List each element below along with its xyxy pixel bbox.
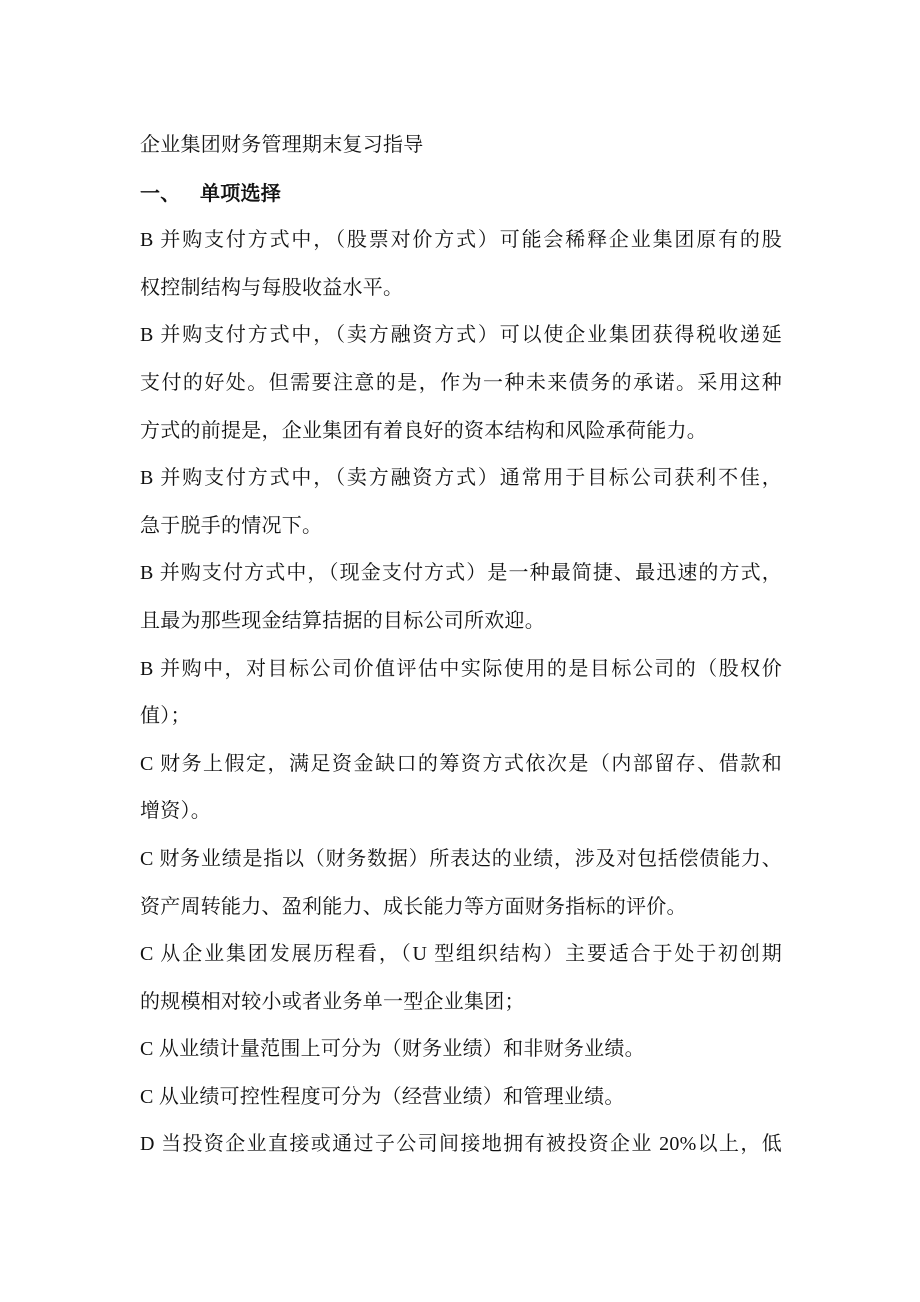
text-line: B 并购支付方式中，（卖方融资方式）通常用于目标公司获利不佳，: [140, 467, 782, 490]
document-title: 企业集团财务管理期末复习指导: [140, 134, 424, 156]
text-line: 方式的前提是，企业集团有着良好的资本结构和风险承荷能力。: [140, 419, 707, 442]
document-body: [140, 217, 782, 1169]
section-heading: [140, 170, 782, 218]
section-number: 一、: [140, 180, 181, 205]
text-line: C 财务业绩是指以（财务数据）所表达的业绩，涉及对包括偿债能力、: [140, 847, 782, 870]
text-line: B 并购支付方式中，（现金支付方式）是一种最简捷、最迅速的方式，: [140, 562, 782, 585]
text-line: 资产周转能力、盈利能力、成长能力等方面财务指标的评价。: [140, 895, 687, 918]
document-page: [140, 122, 782, 1169]
text-line: 的规模相对较小或者业务单一型企业集团；: [140, 990, 525, 1013]
text-line: B 并购中，对目标公司价值评估中实际使用的是目标公司的（股权价: [140, 657, 782, 680]
text-line: 支付的好处。但需要注意的是，作为一种未来债务的承诺。采用这种: [140, 371, 782, 394]
text-line: D 当投资企业直接或通过子公司间接地拥有被投资企业 20%以上，低: [140, 1133, 782, 1156]
text-line: 且最为那些现金结算拮据的目标公司所欢迎。: [140, 609, 545, 632]
text-line: 增资）。: [140, 800, 211, 823]
text-line: C 从业绩可控性程度可分为（经营业绩）和管理业绩。: [140, 1085, 625, 1108]
text-line: 值）；: [140, 705, 191, 728]
text-line: C 财务上假定，满足资金缺口的筹资方式依次是（内部留存、借款和: [140, 752, 782, 775]
text-line: C 从企业集团发展历程看，（U 型组织结构）主要适合于处于初创期: [140, 943, 782, 966]
text-line: 权控制结构与每股收益水平。: [140, 276, 404, 299]
section-label: 单项选择: [200, 180, 281, 205]
text-line: C 从业绩计量范围上可分为（财务业绩）和非财务业绩。: [140, 1038, 645, 1061]
text-line: 急于脱手的情况下。: [140, 514, 323, 537]
text-line: B 并购支付方式中，（股票对价方式）可能会稀释企业集团原有的股: [140, 229, 782, 252]
text-line: B 并购支付方式中，（卖方融资方式）可以使企业集团获得税收递延: [140, 324, 782, 347]
